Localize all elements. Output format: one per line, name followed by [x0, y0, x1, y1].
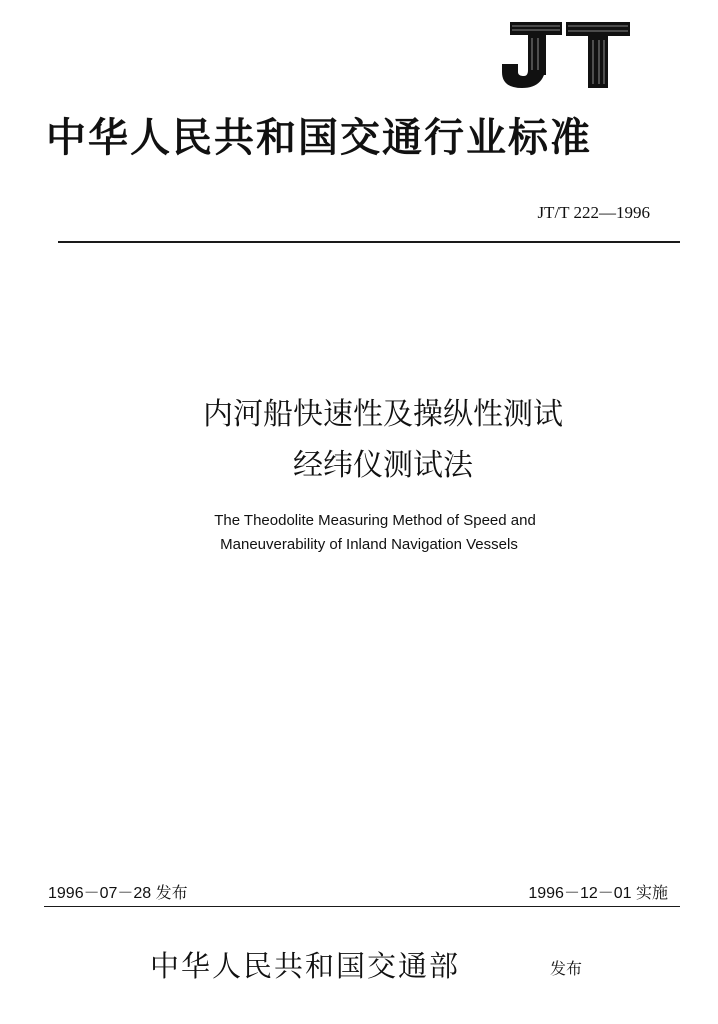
title-english-line-1: The Theodolite Measuring Method of Speed and: [214, 512, 536, 529]
title-chinese-line-2: 经纬仪测试法: [293, 448, 473, 483]
publisher-name: 中华人民共和国交通部: [150, 949, 461, 983]
implementation-date: 1996－12－01 实施: [528, 885, 668, 902]
title-english-line-2: Maneuverability of Inland Navigation Vessels: [220, 536, 518, 553]
standard-number: JT/T 222—1996: [537, 203, 650, 222]
footer-divider: [44, 906, 680, 907]
issuing-authority-header: 中华人民共和国交通行业标准: [46, 114, 592, 161]
header-divider: [58, 241, 680, 243]
jt-logo: [500, 20, 632, 90]
issue-date: 1996－07－28 发布: [48, 885, 188, 902]
publish-label: 发布: [550, 959, 583, 978]
title-chinese-line-1: 内河船快速性及操纵性测试: [203, 397, 563, 432]
